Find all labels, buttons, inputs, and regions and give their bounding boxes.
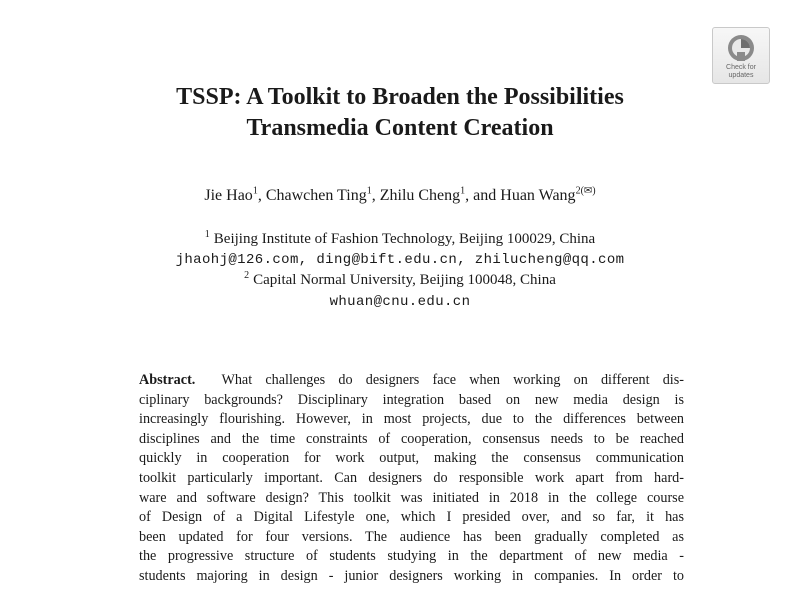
affiliation-number: 2	[244, 270, 250, 281]
abstract-line: the progressive structure of students studying in the department of new media -	[139, 548, 684, 565]
affiliation-1	[60, 230, 740, 249]
author-affiliation-mark: 1	[252, 185, 258, 197]
abstract-line: disciplines and the time constraints of cooperation, consensus needs to be reached	[139, 430, 684, 447]
author-name: Jie Hao	[204, 187, 253, 204]
crossmark-icon	[726, 33, 756, 63]
affiliation-text: Beijing Institute of Fashion Technology, Beijing 100029, China	[213, 231, 596, 247]
paper-title-line2: Transmedia Content Creation	[246, 115, 554, 141]
check-for-updates-badge[interactable]	[712, 27, 770, 84]
author-list	[60, 186, 740, 206]
abstract-line: been updated for four versions. The audience has been gradually completed as	[139, 528, 684, 545]
paper-title	[60, 82, 740, 144]
badge-label-line1: Check for	[726, 64, 756, 71]
abstract-label: Abstract.	[139, 372, 196, 388]
author-separator: ,	[371, 187, 380, 204]
author-separator: ,	[257, 187, 266, 204]
abstract-line: ware and software design? This toolkit was initiated in 2018 in the college course	[139, 489, 684, 506]
abstract-line	[139, 371, 684, 391]
affiliation-text: Capital Normal University, Beijing 100048, China	[253, 272, 556, 288]
paper-title-line1: TSSP: A Toolkit to Broaden the Possibilities	[176, 84, 624, 110]
author-affiliation-mark: 1	[460, 185, 466, 197]
abstract	[139, 371, 684, 587]
badge-label-line2: updates	[728, 72, 754, 79]
author-affiliation-mark: 2(✉)	[575, 185, 596, 197]
abstract-line: increasingly flourishing. However, in most projects, due to the differences between	[139, 411, 684, 428]
author-affiliation-mark: 1	[366, 185, 372, 197]
abstract-line: toolkit particularly important. Can designers do responsible work apart from hard-	[139, 469, 684, 486]
abstract-line: of Design of a Digital Lifestyle one, which I presided over, and so far, it has	[139, 509, 684, 526]
affiliation-1-emails: jhaohj@126.com, ding@bift.edu.cn, zhilucheng@qq.com	[175, 252, 625, 268]
author-name: Zhilu Cheng	[379, 187, 461, 204]
affiliation-number: 1	[204, 229, 210, 240]
abstract-line: quickly in cooperation for work output, making the consensus communication	[139, 450, 684, 467]
abstract-line-text: What challenges do designers face when working on different dis-	[221, 372, 684, 388]
author-name: Huan Wang	[500, 187, 576, 204]
affiliation-2	[60, 271, 740, 290]
affiliation-2-emails: whuan@cnu.edu.cn	[329, 294, 471, 310]
author-name: Chawchen Ting	[265, 187, 367, 204]
abstract-line: ciplinary backgrounds? Disciplinary integration based on new media design is	[139, 391, 684, 408]
author-separator: , and	[465, 187, 501, 204]
abstract-line: students majoring in design - junior designers working in companies. In order to	[139, 567, 684, 584]
